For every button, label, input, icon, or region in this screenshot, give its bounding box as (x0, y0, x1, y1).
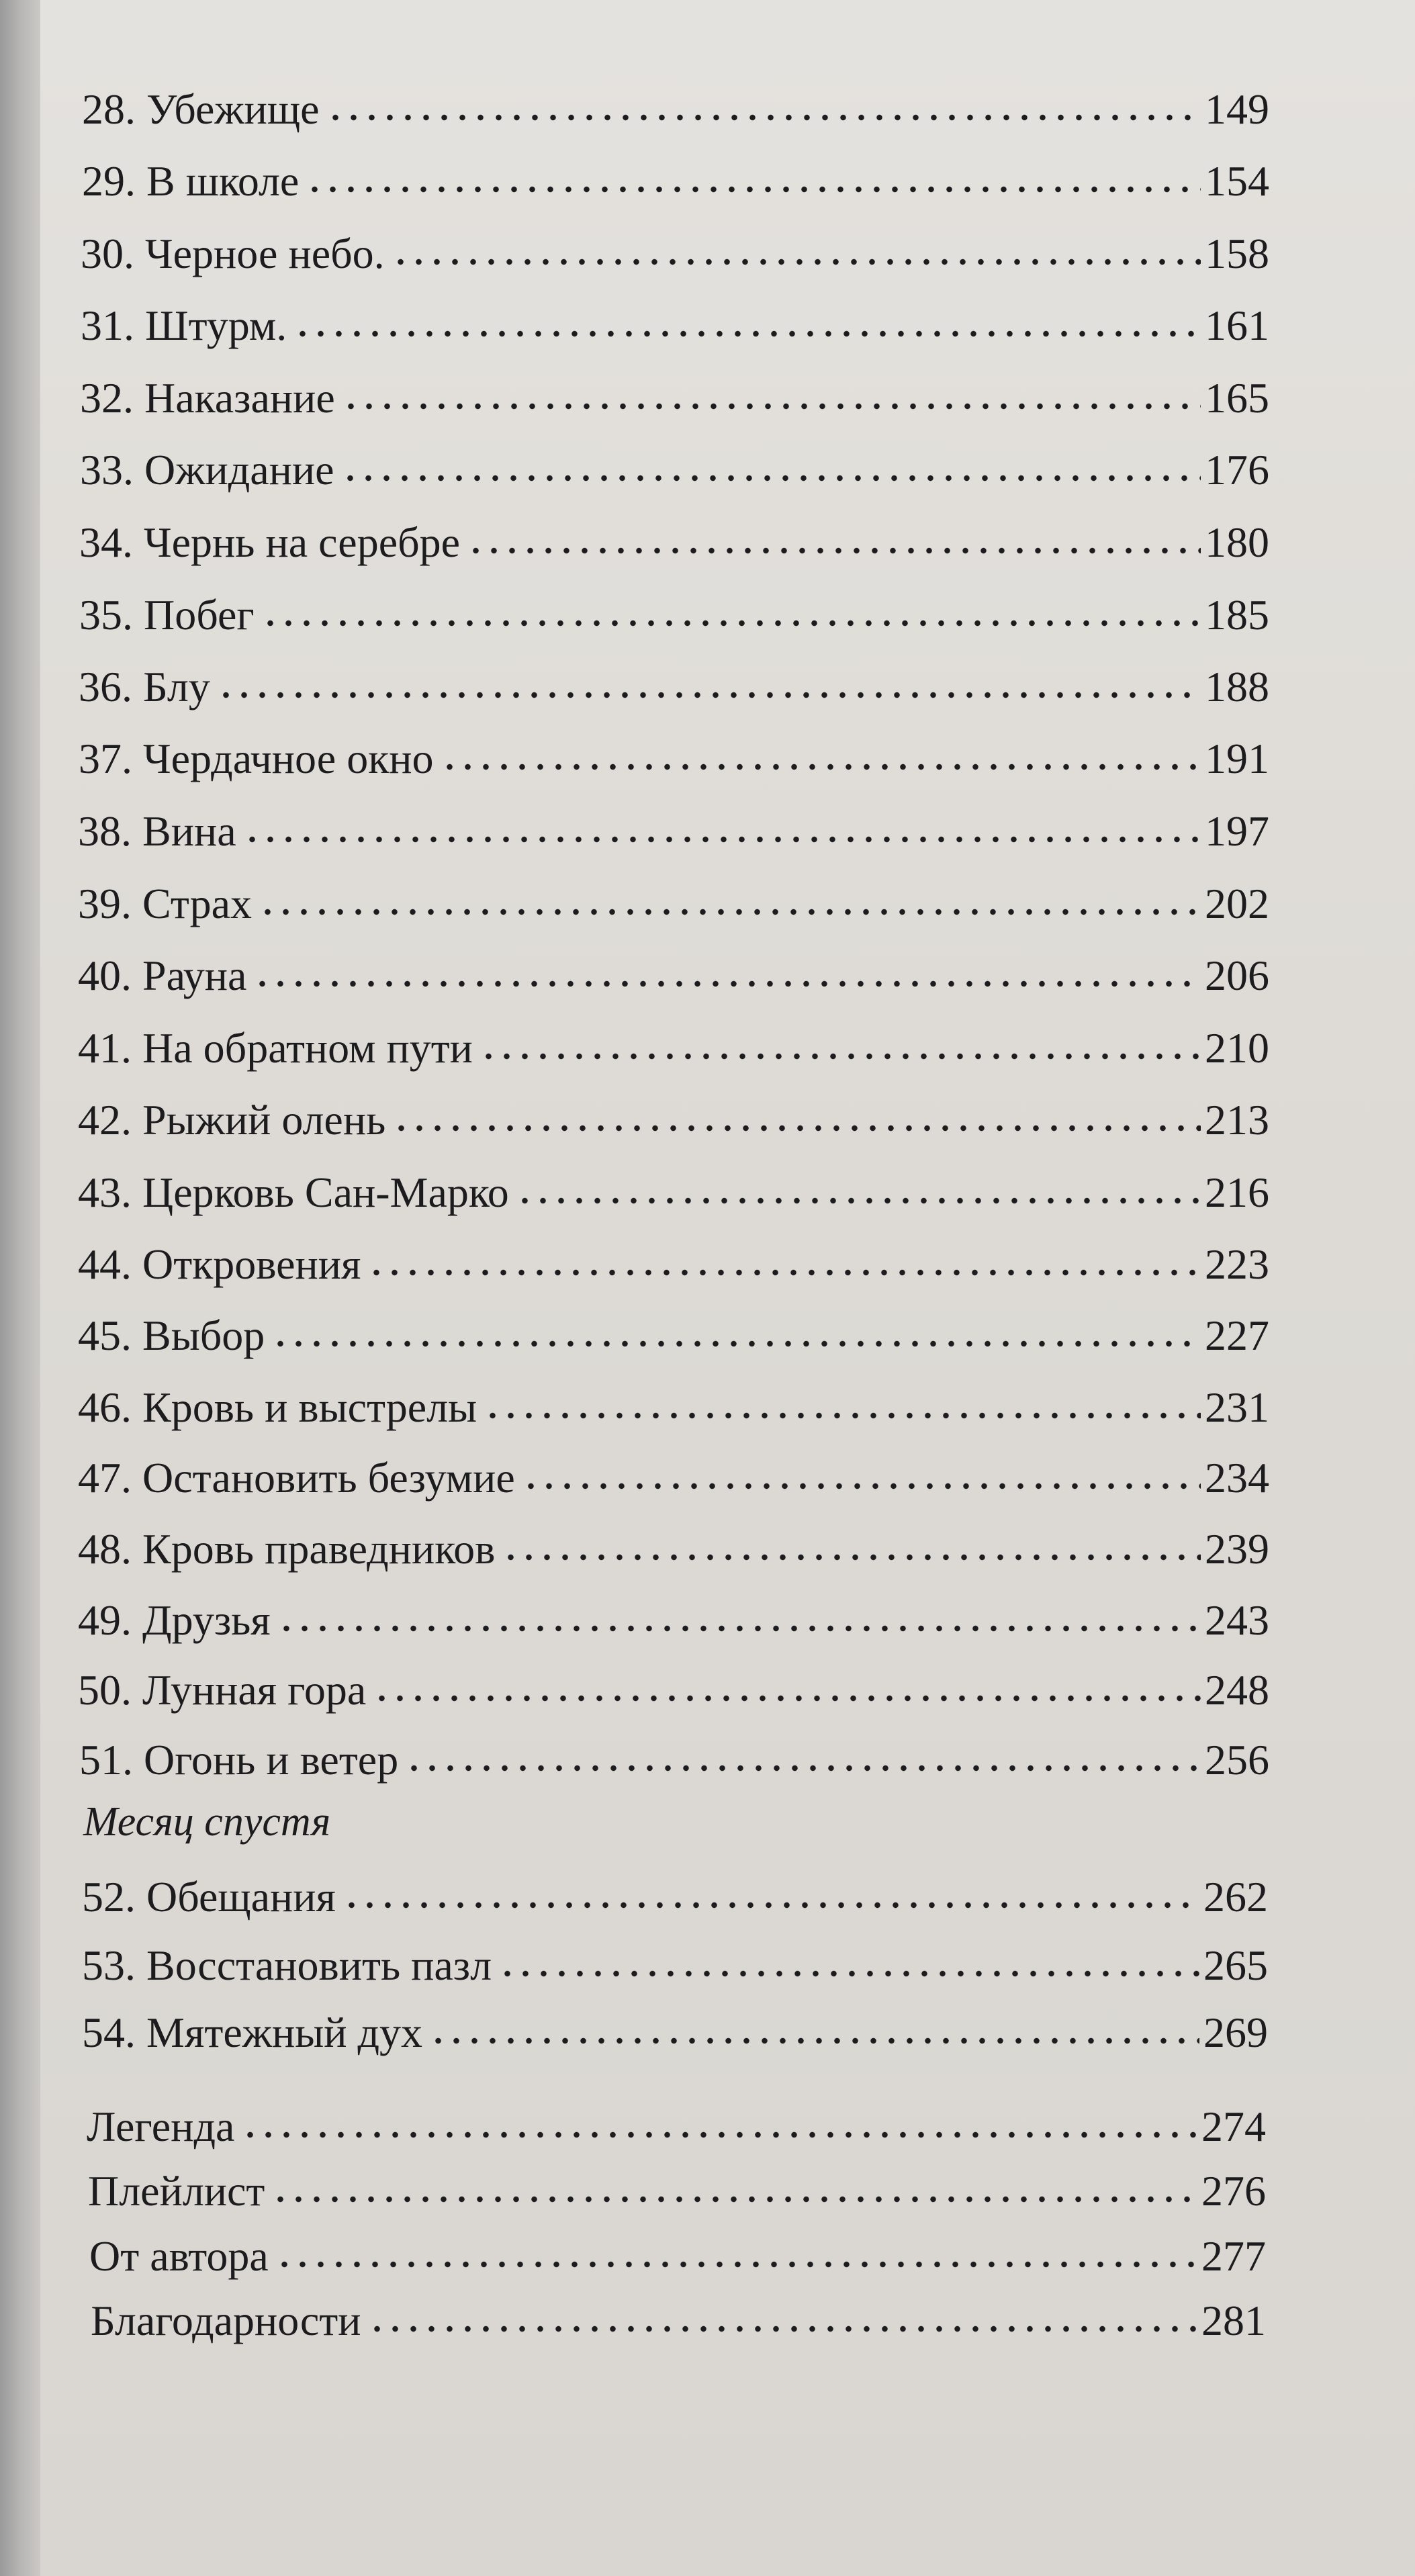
toc-entry-page: 234 (1205, 1454, 1269, 1502)
toc-entry-page: 206 (1205, 952, 1269, 999)
toc-entry-page: 274 (1201, 2103, 1266, 2150)
toc-entry-title: 42. Рыжий олень (78, 1096, 386, 1144)
toc-entry-title: 46. Кровь и выстрелы (78, 1383, 477, 1431)
toc-entry-title: 44. Откровения (78, 1240, 361, 1288)
toc-entry-page: 202 (1205, 880, 1269, 927)
toc-entry-title: 29. В школе (82, 157, 300, 205)
toc-entry-title: 47. Остановить безумие (78, 1454, 515, 1502)
toc-entry-46[interactable] (78, 1369, 1269, 1429)
dot-leader (341, 474, 1201, 482)
toc-entry-title: 48. Кровь праведников (78, 1525, 496, 1573)
toc-entry-page: 185 (1205, 591, 1269, 639)
toc-entry-title: 53. Восстановить пазл (82, 1941, 492, 1989)
toc-entry-from-author[interactable] (89, 2217, 1266, 2278)
toc-entry-50[interactable] (78, 1651, 1269, 1712)
toc-entry-30[interactable] (81, 215, 1269, 275)
toc-entry-page: 239 (1205, 1525, 1269, 1573)
toc-entry-title: 45. Выбор (78, 1312, 265, 1359)
dot-leader (480, 1052, 1201, 1060)
dot-leader (522, 1482, 1201, 1490)
toc-entry-33[interactable] (80, 431, 1269, 492)
dot-leader (326, 113, 1201, 122)
toc-entry-title: 36. Блу (79, 663, 210, 710)
toc-entry-title: 41. На обратном пути (78, 1024, 473, 1072)
dot-leader (275, 2260, 1197, 2268)
toc-entry-page: 213 (1205, 1096, 1269, 1144)
toc-entry-page: 223 (1205, 1240, 1269, 1288)
toc-entry-title: От автора (89, 2232, 269, 2280)
toc-entry-page: 243 (1205, 1596, 1269, 1644)
toc-entry-title: 40. Рауна (78, 952, 247, 999)
toc-entry-31[interactable] (81, 287, 1269, 347)
toc-entry-page: 158 (1205, 230, 1269, 277)
toc-entry-37[interactable] (79, 720, 1269, 780)
toc-entry-title: 33. Ожидание (80, 446, 334, 494)
dot-leader (271, 2195, 1197, 2203)
dot-leader (367, 1269, 1201, 1277)
toc-entry-page: 281 (1201, 2297, 1266, 2344)
toc-entry-title: 51. Огонь и ветер (79, 1736, 399, 1784)
toc-entry-45[interactable] (78, 1297, 1269, 1357)
dot-leader (277, 1624, 1201, 1632)
toc-entry-29[interactable] (82, 142, 1269, 203)
dot-leader (217, 691, 1201, 699)
toc-entry-38[interactable] (78, 792, 1269, 853)
dot-leader (516, 1197, 1201, 1205)
toc-entry-page: 197 (1205, 807, 1269, 855)
toc-entry-35[interactable] (79, 576, 1269, 637)
dot-leader (392, 258, 1201, 266)
toc-entry-48[interactable] (78, 1510, 1269, 1571)
dot-leader (502, 1553, 1201, 1561)
toc-entry-page: 176 (1205, 446, 1269, 494)
toc-entry-legend[interactable] (87, 2088, 1266, 2148)
toc-entry-54[interactable] (82, 1994, 1268, 2054)
section-heading: Месяц спустя (83, 1799, 331, 1845)
toc-entry-page: 210 (1205, 1024, 1269, 1072)
dot-leader (261, 619, 1201, 627)
dot-leader (373, 1694, 1201, 1702)
toc-entry-page: 269 (1203, 2009, 1268, 2056)
toc-entry-page: 165 (1205, 374, 1269, 422)
dot-leader (429, 2037, 1199, 2045)
toc-entry-page: 149 (1205, 85, 1269, 133)
dot-leader (343, 1901, 1199, 1909)
toc-entry-44[interactable] (78, 1226, 1269, 1286)
toc-entry-42[interactable] (78, 1081, 1269, 1142)
dot-leader (392, 1124, 1201, 1132)
dot-leader (498, 1970, 1199, 1978)
toc-entry-41[interactable] (78, 1009, 1269, 1070)
toc-entry-page: 276 (1201, 2167, 1266, 2215)
dot-leader (259, 908, 1201, 916)
toc-entry-title: Легенда (87, 2103, 235, 2150)
toc-entry-53[interactable] (82, 1927, 1268, 1987)
toc-entry-28[interactable] (82, 71, 1269, 131)
toc-entry-title: 31. Штурм. (81, 302, 287, 349)
toc-entry-acknowledgements[interactable] (91, 2282, 1266, 2342)
toc-entry-page: 161 (1205, 302, 1269, 349)
toc-entry-title: Плейлист (88, 2167, 265, 2215)
dot-leader (368, 2325, 1198, 2333)
toc-entry-title: 43. Церковь Сан-Марко (78, 1168, 509, 1216)
toc-entry-32[interactable] (80, 359, 1269, 420)
dot-leader (271, 1340, 1201, 1348)
toc-entry-52[interactable] (82, 1858, 1268, 1919)
toc-entry-page: 262 (1203, 1873, 1268, 1921)
toc-entry-47[interactable] (78, 1439, 1269, 1500)
toc-entry-playlist[interactable] (88, 2152, 1266, 2213)
toc-entry-title: 49. Друзья (78, 1596, 271, 1644)
toc-entry-page: 277 (1201, 2232, 1266, 2280)
toc-entry-36[interactable] (79, 648, 1269, 708)
toc-entry-title: 32. Наказание (80, 374, 335, 422)
toc-entry-page: 227 (1205, 1312, 1269, 1359)
toc-entry-40[interactable] (78, 937, 1269, 997)
toc-entry-34[interactable] (79, 504, 1269, 564)
toc-entry-39[interactable] (78, 865, 1269, 925)
toc-entry-43[interactable] (78, 1154, 1269, 1214)
toc-entry-title: 38. Вина (78, 807, 236, 855)
toc-entry-title: 28. Убежище (82, 85, 320, 133)
toc-entry-title: 39. Страх (78, 880, 252, 927)
toc-entry-page: 256 (1205, 1736, 1269, 1784)
toc-entry-title: 52. Обещания (82, 1873, 336, 1921)
toc-entry-49[interactable] (78, 1581, 1269, 1642)
toc-entry-title: 54. Мятежный дух (82, 2009, 422, 2056)
toc-entry-page: 216 (1205, 1168, 1269, 1216)
dot-leader (441, 763, 1201, 771)
toc-entry-title: 34. Чернь на серебре (79, 518, 461, 566)
toc-entry-title: 30. Черное небо. (81, 230, 385, 277)
toc-entry-page: 180 (1205, 518, 1269, 566)
toc-entry-title: 35. Побег (79, 591, 255, 639)
dot-leader (306, 185, 1201, 193)
toc-entry-page: 265 (1203, 1941, 1268, 1989)
dot-leader (405, 1764, 1201, 1772)
toc-entry-page: 154 (1205, 157, 1269, 205)
dot-leader (342, 402, 1201, 410)
toc-entry-title: 37. Чердачное окно (79, 735, 434, 782)
dot-leader (467, 547, 1201, 555)
dot-leader (293, 330, 1201, 338)
dot-leader (243, 835, 1201, 843)
dot-leader (484, 1412, 1201, 1420)
toc-entry-page: 231 (1205, 1383, 1269, 1431)
toc-entry-title: 50. Лунная гора (78, 1666, 367, 1714)
toc-entry-page: 248 (1205, 1666, 1269, 1714)
dot-leader (253, 980, 1201, 988)
dot-leader (241, 2131, 1197, 2139)
toc-entry-51[interactable] (79, 1721, 1269, 1782)
toc-entry-page: 191 (1205, 735, 1269, 782)
toc-entry-title: Благодарности (91, 2297, 361, 2344)
toc-entry-page: 188 (1205, 663, 1269, 710)
